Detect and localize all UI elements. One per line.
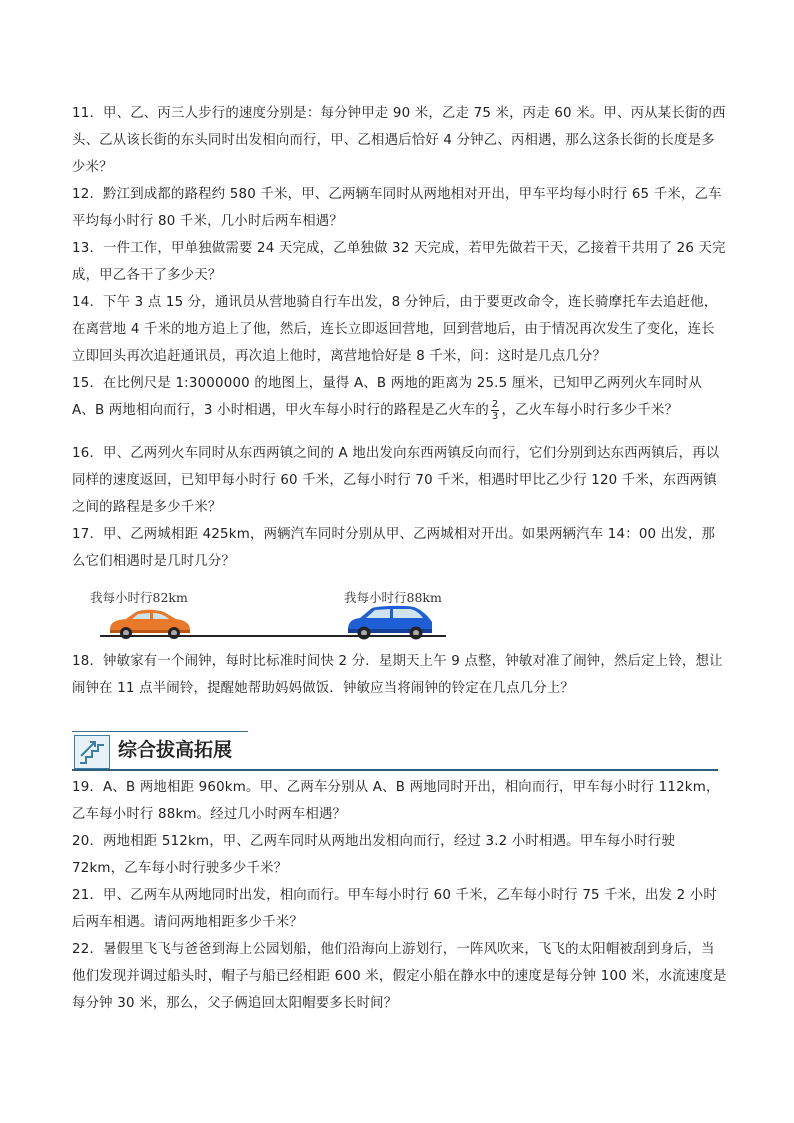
section-title: 综合拔高拓展 [118,739,233,761]
question-16: 16．甲、乙两列火车同时从东西两镇之间的 A 地出发向东西两镇反向而行，它们分别到达东西两镇后，再以同样的速度返回，已知甲每小时行 60 千米，乙每小时行 70 千米，相遇时甲比乙少行 120 千米，东西两镇之间的路程是多少千米？ [72,446,720,515]
question-17: 17．甲、乙两城相距 425km，两辆汽车同时分别从甲、乙两城相对开出。如果两辆汽车 14：00 出发，那么它们相遇时是几时几分？ [72,527,716,569]
stairs-icon [74,735,110,769]
question-21: 21．甲、乙两车从两地同时出发，相向而行。甲车每小时行 60 千米，乙车每小时行 75 千米，出发 2 小时后两车相遇。请问两地相距多少千米？ [72,888,717,930]
question-22: 22．暑假里飞飞与爸爸到海上公园划船，他们沿海向上游划行，一阵风吹来，飞飞的太阳帽被刮到身后，当他们发现并调过船头时，帽子与船已经相距 600 米，假定小船在静水中的速度是每分钟 100 米，水流速度是每分钟 30 米，那么，父子俩追回太阳帽要多长时间？ [72,942,727,1011]
car2-speed-label: 我每小时行88km [344,590,442,605]
section-header [72,731,718,771]
question-11: 11．甲、乙、丙三人步行的速度分别是：每分钟甲走 90 米，乙走 75 米，丙走 60 米。甲、丙从某长街的西头、乙从该长街的东头同时出发相向而行，甲、乙相遇后恰好 4 分钟乙、丙相遇，那么这条长街的长度是多少米？ [72,106,726,175]
question-15-text-a: 15．在比例尺是 1:3000000 的地图上，量得 A、B 两地的距离为 25.5 厘米，已知甲乙两列火车同时从 A、B 两地相向而行，3 小时相遇，甲火车每小时行的路程是乙火车的 [72,376,703,418]
question-13: 13．一件工作，甲单独做需要 24 天完成，乙单独做 32 天完成，若甲先做若干天，乙接着干共用了 26 天完成，甲乙各干了多少天？ [72,241,726,283]
fraction-two-thirds [491,399,500,422]
question-14: 14．下午 3 点 15 分，通讯员从营地骑自行车出发，8 分钟后，由于要更改命令，连长骑摩托车去追赶他，在离营地 4 千米的地方追上了他，然后，连长立即返回营地，回到营地后，由于情况再次发生了变化，连长立即回头再次追赶通讯员，再次追上他时，离营地恰好是 8 千米，问：这时是几点几分？ [72,295,718,364]
question-15 [72,370,728,424]
road-line [100,635,446,637]
section-bottom-line [72,769,718,771]
section-top-line [72,731,248,732]
fraction-numerator: 2 [491,398,499,410]
question-15-text-b: ，乙火车每小时行多少千米？ [501,403,679,418]
question-12: 12．黔江到成都的路程约 580 千米，甲、乙两辆车同时从两地相对开出，甲车平均每小时行 65 千米，乙车平均每小时行 80 千米，几小时后两车相遇？ [72,187,722,229]
question-18: 18．钟敏家有一个闹钟，每时比标准时间快 2 分．星期天上午 9 点整，钟敏对准了闹钟，然后定上铃，想让闹钟在 11 点半闹铃，提醒她帮助妈妈做饭．钟敏应当将闹钟的铃定在几点几分上？ [72,654,723,696]
question-20: 20．两地相距 512km，甲、乙两车同时从两地出发相向而行，经过 3.2 小时相遇。甲车每小时行驶 72km，乙车每小时行驶多少千米？ [72,834,675,876]
question-19: 19．A、B 两地相距 960km。甲、乙两车分别从 A、B 两地同时开出，相向而行，甲车每小时行 112km，乙车每小时行 88km。经过几小时两车相遇？ [72,780,720,822]
car1-speed-label: 我每小时行82km [90,590,188,605]
fraction-denominator: 3 [491,410,499,422]
